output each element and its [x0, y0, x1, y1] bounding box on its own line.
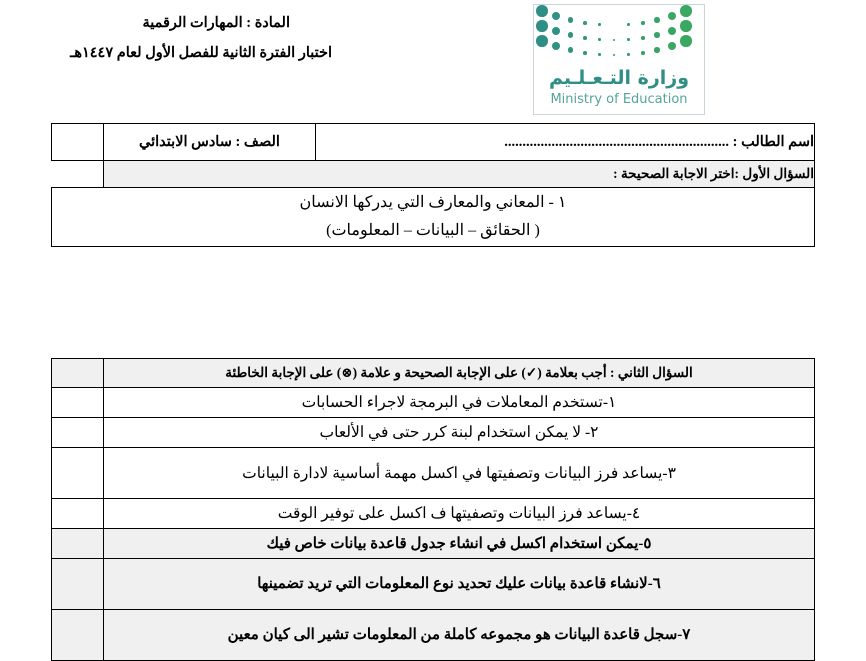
logo-dot — [627, 38, 629, 40]
logo-dot — [680, 20, 692, 32]
question-two-answer-cell[interactable] — [52, 418, 104, 448]
logo-dot — [598, 23, 600, 25]
question-two-item-text: ١-تستخدم المعاملات في البرمجة لاجراء الحسابات — [104, 388, 815, 418]
logo-dot — [536, 20, 548, 32]
question-two-answer-cell[interactable] — [52, 448, 104, 499]
question-two-header-row — [52, 359, 815, 388]
logo-dot — [627, 53, 629, 55]
question-two-answer-cell[interactable] — [52, 529, 104, 559]
mark-cell[interactable] — [52, 124, 104, 161]
question-two-item-text: ٧-سجل قاعدة البيانات هو مجموعه كاملة من المعلومات تشير الى كيان معين — [104, 610, 815, 661]
logo-dot — [613, 54, 615, 56]
logo-dot — [680, 5, 692, 17]
question-one-options: ( الحقائق – البيانات – المعلومات) — [326, 222, 540, 239]
question-two-item-text: ٢- لا يمكن استخدام لبنة كرر حتى في الألعاب — [104, 418, 815, 448]
question-one-header: السؤال الأول :اختر الاجابة الصحيحة : — [613, 166, 814, 181]
question-one-body-cell — [52, 188, 815, 247]
subject-line: المادة : المهارات الرقمية — [142, 15, 290, 31]
logo-dot — [568, 32, 573, 37]
logo-dot — [654, 47, 659, 52]
logo-arabic-text: وزارة التـعـلـيم — [548, 67, 690, 89]
question-two-header-cell — [104, 359, 815, 388]
question-two-item-row — [52, 499, 815, 529]
question-two-item-text: ٤-يساعد فرز البيانات وتصفيتها ف اكسل على توفير الوقت — [104, 499, 815, 529]
logo-dot — [641, 51, 645, 55]
logo-dot — [536, 5, 548, 17]
logo-dot — [641, 36, 645, 40]
logo-dot — [668, 42, 676, 50]
logo-dot-pattern — [534, 5, 704, 67]
logo-english-text: Ministry of Education — [550, 92, 688, 107]
question-two-item-text: ٣-يساعد فرز البيانات وتصفيتها في اكسل مهمة أساسية لادارة البيانات — [104, 448, 815, 499]
student-name-blank: .............................................................. — [504, 133, 730, 150]
logo-dot — [654, 17, 659, 22]
logo-dot — [668, 12, 676, 20]
logo-dot — [552, 27, 560, 35]
student-name-label: اسم الطالب : — [732, 133, 814, 150]
logo-dot — [598, 38, 600, 40]
logo-dot — [668, 27, 676, 35]
question-two-item-text: ٥-يمكن استخدام اكسل في انشاء جدول قاعدة بيانات خاص فيك — [104, 529, 815, 559]
student-info-row — [52, 124, 815, 161]
logo-dot — [583, 51, 587, 55]
logo-dot — [568, 47, 573, 52]
question-one-header-cell — [104, 161, 815, 188]
grade-cell — [104, 124, 316, 161]
question-two-answer-cell[interactable] — [52, 559, 104, 610]
question-two-header: السؤال الثاني : أجب بعلامة (✓) على الإجابة الصحيحة و علامة (⊗) على الإجابة الخاطئة — [225, 365, 693, 380]
logo-dot — [627, 23, 629, 25]
question-two-item-row — [52, 559, 815, 610]
logo-dot — [552, 42, 560, 50]
logo-dot — [552, 12, 560, 20]
logo-dot — [536, 35, 548, 47]
question-one-stem: ١ - المعاني والمعارف التي يدركها الانسان — [299, 194, 567, 211]
term-line: اختبار الفترة الثانية للفصل الأول لعام ١٤٤٧هـ — [70, 45, 332, 61]
logo-dot — [613, 39, 615, 41]
question-two-answer-cell[interactable] — [52, 610, 104, 661]
logo-dot — [641, 21, 645, 25]
logo-dot — [583, 21, 587, 25]
logo-dot — [654, 32, 659, 37]
question-two-item-row — [52, 529, 815, 559]
student-name-cell[interactable] — [316, 124, 815, 161]
question-two-item-row — [52, 388, 815, 418]
question-two-item-row — [52, 610, 815, 661]
question-two-item-row — [52, 448, 815, 499]
logo-dot — [598, 53, 600, 55]
question-two-answer-cell[interactable] — [52, 388, 104, 418]
question-two-item-text: ٦-لانشاء قاعدة بيانات عليك تحديد نوع المعلومات التي تريد تضمينها — [104, 559, 815, 610]
question-one-header-row — [52, 161, 815, 188]
question-two-table — [51, 358, 815, 661]
question-two-answer-cell[interactable] — [52, 499, 104, 529]
question-one-body-row — [52, 188, 815, 247]
student-info-table — [51, 123, 815, 247]
grade-label: الصف : سادس الابتدائي — [139, 133, 280, 150]
document-header — [0, 8, 332, 68]
logo-dot — [583, 36, 587, 40]
question-one-header-mark-cell[interactable] — [52, 161, 104, 188]
question-two-header-mark-cell[interactable] — [52, 359, 104, 388]
logo-dot — [680, 35, 692, 47]
ministry-of-education-logo — [533, 4, 705, 115]
logo-dot — [568, 17, 573, 22]
question-two-item-row — [52, 418, 815, 448]
